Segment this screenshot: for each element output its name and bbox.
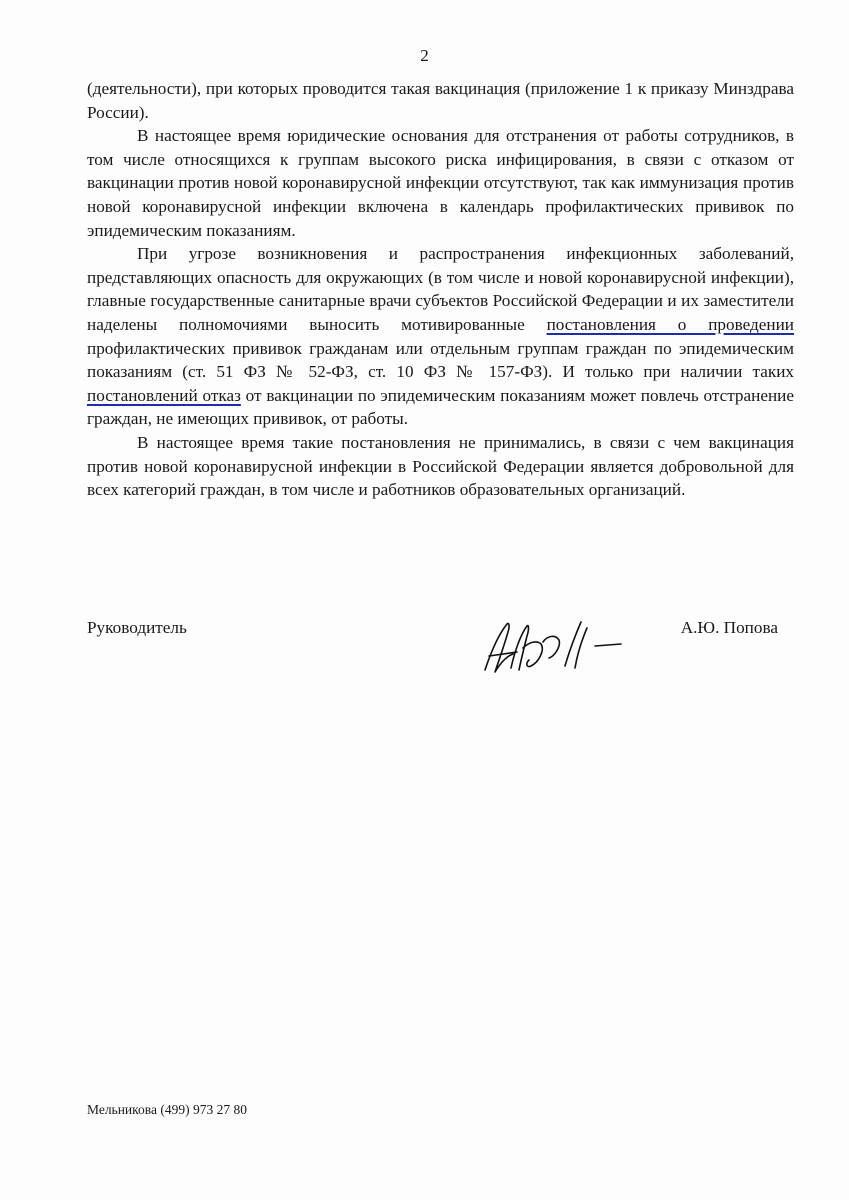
paragraph-3-text-c: от вакцинации по эпидемическим показаниям может повлечь отстранение граждан, не имеющих прививок, от работы.	[87, 385, 794, 429]
underlined-phrase-resolutions-refusal: постановлений отказ	[87, 385, 241, 405]
paragraph-3	[87, 242, 794, 431]
contact-info: Мельникова (499) 973 27 80	[87, 1102, 247, 1117]
handwritten-signature	[477, 612, 627, 684]
underlined-phrase-resolutions-on-conducting: постановления о проведении	[546, 314, 794, 334]
paragraph-3-text-a: При угрозе возникновения и распространения инфекционных заболеваний, представляющих опасность для окружающих (в том числе и новой коронавирусной инфекции), главные государственные санитарные врачи субъектов Российской Федерации и их заместители наделены полномочиями выносить мотивированные	[87, 244, 794, 334]
paragraph-1-text: (деятельности), при которых проводится такая вакцинация (приложение 1 к приказу Минздрава России).	[87, 79, 794, 122]
paragraph-2	[87, 124, 794, 242]
page-number: 2	[420, 46, 429, 65]
signer-position: Руководитель	[87, 618, 187, 637]
signature-block	[87, 612, 794, 692]
paragraph-1	[87, 77, 794, 124]
letter-body	[87, 77, 794, 502]
paragraph-4-text: В настоящее время такие постановления не принимались, в связи с чем вакцинация против новой коронавирусной инфекции в Российской Федерации является добровольной для всех категорий граждан, в том числе и работников образовательных организаций.	[87, 432, 794, 500]
paragraph-3-text-b: профилактических прививок гражданам или отдельным группам граждан по эпидемическим показаниям (ст. 51 ФЗ № 52-ФЗ, ст. 10 ФЗ № 157-ФЗ). И только при наличии таких	[87, 338, 794, 382]
signer-name: А.Ю. Попова	[680, 618, 778, 637]
paragraph-2-text: В настоящее время юридические основания для отстранения от работы сотрудников, в том числе относящихся к группам высокого риска инфицирования, в связи с отказом от вакцинации против новой коронавирусной инфекции отсутствуют, так как иммунизация против новой коронавирусной инфекции включена в календарь профилактических прививок по эпидемическим показаниям.	[87, 126, 794, 240]
paragraph-4	[87, 431, 794, 502]
